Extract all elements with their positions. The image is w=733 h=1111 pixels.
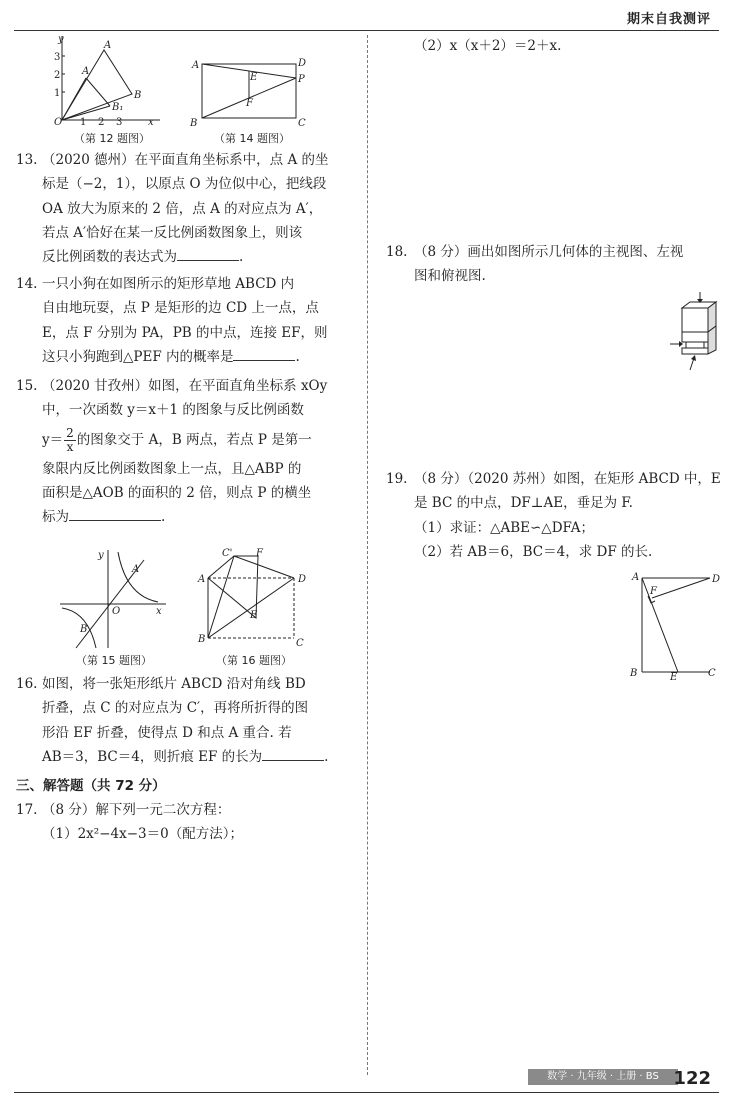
q17-line-1: （8 分）解下列一元二次方程： [42,802,231,818]
question-number: 16. [16,676,38,692]
fig14-label-a: A [192,60,200,71]
fig12-ytick-2: 2 [54,70,61,81]
answer-blank[interactable] [262,746,324,761]
fig12-tick-3: 3 [116,117,123,126]
fig19-label-f: F [650,586,657,597]
question-number: 15. [16,378,38,394]
fig19-label-c: C [708,668,716,679]
fig16-label-d: D [298,574,307,585]
fig16-label-b: B [198,634,206,645]
q14-line-3: E，点 F 分别为 PA，PB 的中点，连接 EF，则 [42,324,328,341]
fig16-label-e: E [250,610,258,621]
question-15: 15. （2020 甘孜州）如图，在平面直角坐标系 xOy 中，一次函数 y＝x＋1 的图象与反比例函数 y＝ $\frac{2}{x}$ 的图象交于 A，B 两点，若点 P 是第一 象限内反比例函数图象上一点，且△ABP 的 面积是△AOB 的面积的 2 倍，则点 P 的横坐 标为 . [16,374,356,529]
fig14-label-b: B [190,118,198,128]
answer-blank[interactable] [177,246,239,261]
q19-part-2: （2）若 AB＝6，BC＝4，求 DF 的长. [414,543,653,560]
figure-15 [58,548,170,650]
question-number: 14. [16,276,38,292]
q16-line-2: 折叠，点 C 的对应点为 C′，再将所折得的图 [42,700,309,717]
q18-line-1: （8 分）画出如图所示几何体的主视图、左视 [414,244,684,260]
q14-line-2: 自由地玩耍，点 P 是矩形的边 CD 上一点，点 [42,300,319,317]
figure-16 [196,548,314,650]
fig14-label-e: E [250,72,258,83]
q14-line-4: 这只小狗跑到△PEF 内的概率是 [42,348,234,365]
fig12-label-a1: A [82,66,90,77]
section-heading: 三、解答题（共 72 分） [16,778,166,794]
question-18 [386,240,722,289]
fig12-tick-1: 1 [80,117,87,126]
question-17 [16,798,356,847]
fig15-label-o: O [112,606,121,617]
q15-line-5: 面积是△AOB 的面积的 2 倍，则点 P 的横坐 [42,484,312,501]
figure-14 [188,56,312,128]
fig12-label-b1: B₁ [112,102,124,113]
fig14-label-f: F [246,98,253,109]
fig14-caption: （第 14 题图） [214,132,290,145]
running-header: 期末自我测评 [626,12,711,27]
q17-part-2: （2）x（x＋2）＝2＋x. [414,38,562,54]
figure-12 [52,34,164,126]
fig16-label-c1: C' [222,548,233,559]
fig19-label-a: A [632,572,640,583]
q13-line-5: 反比例函数的表达式为 [42,249,177,266]
fig12-label-y: y [58,34,64,45]
fig15-label-b: B [80,624,88,635]
q15-line-1: （2020 甘孜州）如图，在平面直角坐标系 xOy [42,378,328,394]
fig15-label-y: y [98,550,104,561]
fig19-label-b: B [630,668,638,679]
page-number: 122 [673,1068,711,1089]
fig19-label-e: E [670,672,678,682]
fig14-label-d: D [298,58,307,69]
fig12-label-o: O [54,117,63,126]
q16-line-4: AB＝3，BC＝4，则折痕 EF 的长为 [42,748,263,765]
fraction-2-over-x: $\frac{2}{x}$ [66,425,74,454]
question-19 [386,467,722,564]
fig15-label-a: A [132,564,140,575]
question-number: 19. [386,471,408,487]
q16-line-3: 形沿 EF 折叠，使得点 D 和点 A 重合. 若 [42,724,292,741]
fig12-label-x: x [148,117,154,126]
question-number: 13. [16,152,38,168]
answer-blank[interactable] [69,506,161,521]
q16-line-1: 如图，将一张矩形纸片 ABCD 沿对角线 BD [42,676,306,692]
question-14: 14. 一只小狗在如图所示的矩形草地 ABCD 内 自由地玩耍，点 P 是矩形的边 CD 上一点，点 E，点 F 分别为 PA，PB 的中点，连接 EF，则 这只小狗跑到△PEF 内的概率是 . [16,272,356,369]
q17-part-1: （1）2x²−4x−3＝0（配方法）； [42,826,243,843]
column-divider [367,35,368,1075]
q18-line-2: 图和俯视图. [414,268,486,285]
figure-19 [626,566,726,682]
question-16: 16. 如图，将一张矩形纸片 ABCD 沿对角线 BD 折叠，点 C 的对应点为 C′，再将所折得的图 形沿 EF 折叠，使得点 D 和点 A 重合. 若 AB＝3，BC＝4，则折痕 EF 的长为 . [16,672,356,769]
header-rule [14,30,719,31]
fig12-label-b: B [134,90,142,101]
fig19-label-d: D [712,574,721,585]
fig15-label-x: x [156,606,162,617]
fig14-label-p: P [298,74,305,85]
q19-line-1: （8 分）（2020 苏州）如图，在矩形 ABCD 中，E [414,471,721,487]
footer-band: 数学 · 九年级 · 上册 · BS [528,1069,678,1085]
fig16-label-a: A [198,574,206,585]
footer-rule [14,1092,719,1093]
q19-part-1: （1）求证：△ABE∽△DFA； [414,519,594,536]
fig12-label-a: A [104,40,112,51]
fig12-ytick-3: 3 [54,52,61,63]
q13-line-2: 标是（−2，1），以原点 O 为位似中心，把线段 [42,176,327,193]
fig16-caption: （第 16 题图） [216,654,292,667]
fig12-tick-2: 2 [98,117,105,126]
fig16-label-f: F [256,548,263,559]
q15-line-4: 象限内反比例函数图象上一点，且△ABP 的 [42,460,302,477]
fig12-ytick-1: 1 [54,88,61,99]
answer-blank[interactable] [233,346,295,361]
fig12-caption: （第 12 题图） [74,132,150,145]
fig16-label-c: C [296,638,304,649]
figure-18 [668,290,724,374]
question-number: 18. [386,244,408,260]
fig14-label-c: C [298,118,306,128]
question-number: 17. [16,802,38,818]
q13-line-4: 若点 A′恰好在某一反比例函数图象上，则该 [42,224,303,241]
q14-line-1: 一只小狗在如图所示的矩形草地 ABCD 内 [42,276,295,292]
q13-line-1: （2020 德州）在平面直角坐标系中，点 A 的坐 [42,152,329,168]
q13-line-3: OA 放大为原来的 2 倍，点 A 的对应点为 A′， [42,200,323,217]
q15-line-2: 中，一次函数 y＝x＋1 的图象与反比例函数 [42,402,304,419]
question-13: 13. （2020 德州）在平面直角坐标系中，点 A 的坐 标是（−2，1），以原点 O 为位似中心，把线段 OA 放大为原来的 2 倍，点 A 的对应点为 A′， 若点 A′恰好在某一反比例函数图象上，则该 反比例函数的表达式为 . [16,148,356,269]
q19-line-2: 是 BC 的中点，DF⊥AE，垂足为 F. [414,495,633,512]
fig15-caption: （第 15 题图） [76,654,152,667]
